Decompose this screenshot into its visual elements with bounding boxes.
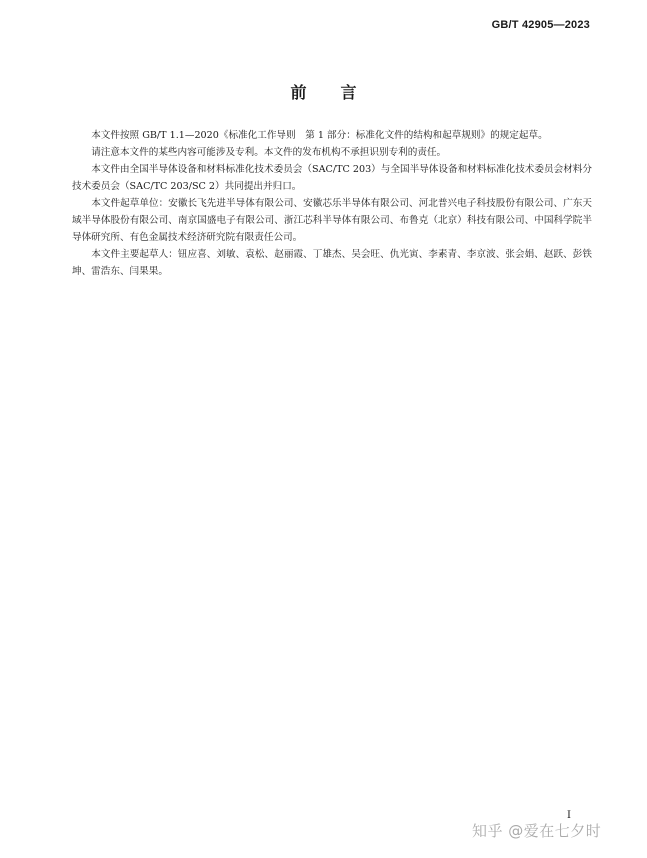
paragraph-committee: 本文件由全国半导体设备和材料标准化技术委员会（SAC/TC 203）与全国半导体设备和材料标准化技术委员会材料分技术委员会（SAC/TC 203/SC 2）共同提出并归口。 (72, 164, 592, 192)
paragraph-drafting-rules: 本文件按照 GB/T 1.1—2020《标准化工作导则 第 1 部分：标准化文件的结构和起草规则》的规定起草。 (91, 130, 548, 141)
page-title (0, 80, 647, 103)
paragraph-drafters: 本文件主要起草人：钮应喜、刘敏、袁松、赵丽霞、丁雄杰、吴会旺、仇光寅、李素青、李京波、张会娟、赵跃、彭铁坤、雷浩东、闫果果。 (72, 249, 592, 277)
paragraph-drafting-units: 本文件起草单位：安徽长飞先进半导体有限公司、安徽芯乐半导体有限公司、河北普兴电子科技股份有限公司、广东天域半导体股份有限公司、南京国盛电子有限公司、浙江芯科半导体有限公司、布鲁克（北京）科技有限公司、中国科学院半导体研究所、有色金属技术经济研究院有限责任公司。 (72, 198, 592, 243)
standard-number: GB/T 42905—2023 (491, 19, 590, 31)
title-char-1: 前 (290, 83, 307, 102)
watermark: 知乎 @爱在七夕时 (472, 822, 602, 840)
paragraph-patent-notice: 请注意本文件的某些内容可能涉及专利。本文件的发布机构不承担识别专利的责任。 (91, 147, 447, 158)
foreword-body (72, 127, 592, 280)
title-char-2: 言 (340, 83, 357, 102)
page-number: I (567, 810, 571, 821)
